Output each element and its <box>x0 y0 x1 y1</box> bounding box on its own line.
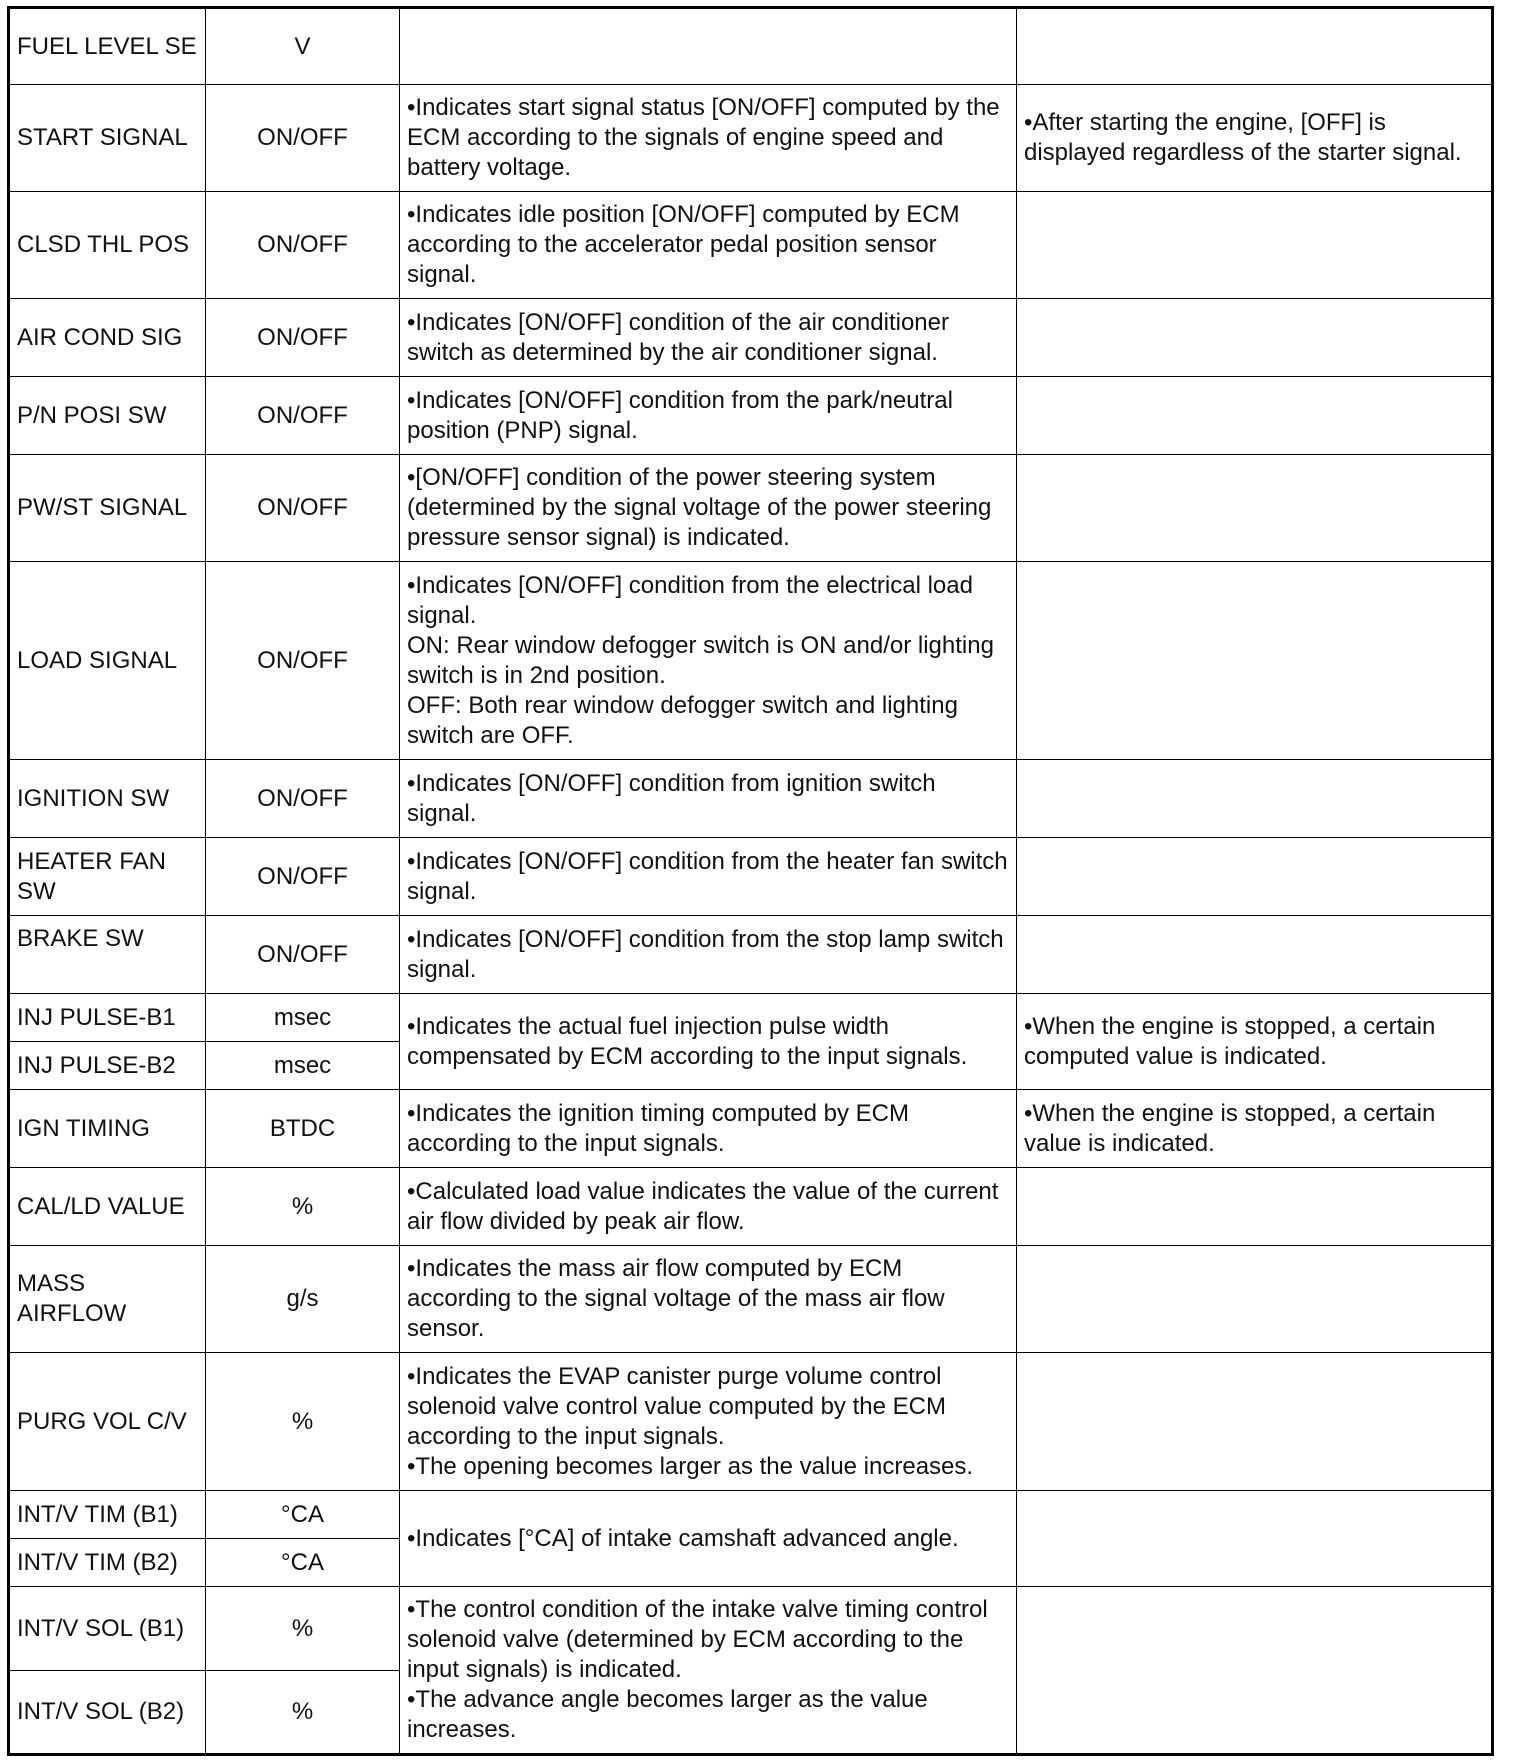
remarks <box>1017 377 1493 455</box>
description-line: •Indicates [ON/OFF] condition from the stop lamp switch signal. <box>407 925 1004 983</box>
table-row <box>9 1168 1493 1246</box>
description-line: •The control condition of the intake valve timing control solenoid valve (determined by ECM according to the input signals) is indicated. <box>407 1596 988 1683</box>
item-name: HEATER FAN SW <box>9 838 206 916</box>
description-line: •The advance angle becomes larger as the value increases. <box>407 1686 928 1743</box>
unit: ON/OFF <box>206 299 400 377</box>
description <box>400 1587 1017 1755</box>
remarks <box>1017 1491 1493 1587</box>
description-line: •[ON/OFF] condition of the power steering system (determined by the signal voltage of the power steering pressure sensor signal) is indicated. <box>407 464 992 551</box>
description-line: •Indicates the mass air flow computed by ECM according to the signal voltage of the mass air flow sensor. <box>407 1255 945 1342</box>
description-line: •Indicates idle position [ON/OFF] computed by ECM according to the accelerator pedal position sensor signal. <box>407 201 960 288</box>
unit: ON/OFF <box>206 838 400 916</box>
table-row <box>9 455 1493 562</box>
description <box>400 562 1017 760</box>
data-monitor-table <box>7 6 1494 1756</box>
unit: ON/OFF <box>206 562 400 760</box>
description-line: •Indicates [ON/OFF] condition from the electrical load signal. <box>407 571 973 629</box>
table-row <box>9 1090 1493 1168</box>
remarks <box>1017 8 1493 85</box>
description-line: •Indicates the actual fuel injection pulse width compensated by ECM according to the input signals. <box>407 1012 968 1070</box>
table-row <box>9 1353 1493 1491</box>
unit: ON/OFF <box>206 192 400 299</box>
item-name: IGN TIMING <box>9 1090 206 1168</box>
remarks <box>1017 299 1493 377</box>
item-name: INJ PULSE-B2 <box>9 1042 206 1090</box>
item-name: CAL/LD VALUE <box>9 1168 206 1246</box>
description-line: •Indicates [ON/OFF] condition of the air conditioner switch as determined by the air conditioner signal. <box>407 308 949 366</box>
item-name: P/N POSI SW <box>9 377 206 455</box>
unit: V <box>206 8 400 85</box>
item-name: PW/ST SIGNAL <box>9 455 206 562</box>
table-row <box>9 299 1493 377</box>
unit: ON/OFF <box>206 916 400 994</box>
remarks <box>1017 455 1493 562</box>
description-line: •Indicates start signal status [ON/OFF] computed by the ECM according to the signals of engine speed and battery voltage. <box>407 94 1000 181</box>
item-name: INT/V TIM (B1) <box>9 1491 206 1539</box>
table-row <box>9 1587 1493 1671</box>
description-line: •Calculated load value indicates the value of the current air flow divided by peak air flow. <box>407 1177 999 1235</box>
description <box>400 377 1017 455</box>
description-line: •Indicates [ON/OFF] condition from the heater fan switch signal. <box>407 847 1008 905</box>
unit: ON/OFF <box>206 85 400 192</box>
table-row <box>9 838 1493 916</box>
remarks <box>1017 838 1493 916</box>
remarks <box>1017 1246 1493 1353</box>
description <box>400 1491 1017 1587</box>
unit: ON/OFF <box>206 760 400 838</box>
item-name: INT/V SOL (B2) <box>9 1671 206 1755</box>
description <box>400 760 1017 838</box>
table-row <box>9 1246 1493 1353</box>
item-name: MASS AIRFLOW <box>9 1246 206 1353</box>
unit: g/s <box>206 1246 400 1353</box>
description-line: •Indicates the EVAP canister purge volume control solenoid valve control value computed by the ECM according to the input signals. <box>407 1362 946 1450</box>
item-name: PURG VOL C/V <box>9 1353 206 1491</box>
item-name: FUEL LEVEL SE <box>9 8 206 85</box>
description <box>400 994 1017 1090</box>
description <box>400 1353 1017 1491</box>
description-line: •Indicates [ON/OFF] condition from ignition switch signal. <box>407 769 936 827</box>
remarks <box>1017 1090 1493 1168</box>
unit: BTDC <box>206 1090 400 1168</box>
description <box>400 916 1017 994</box>
remarks-line: •After starting the engine, [OFF] is displayed regardless of the starter signal. <box>1024 109 1462 166</box>
table-row <box>9 1491 1493 1539</box>
description-line: •Indicates [ON/OFF] condition from the park/neutral position (PNP) signal. <box>407 386 953 444</box>
unit: ON/OFF <box>206 377 400 455</box>
description-line: •Indicates [°CA] of intake camshaft advanced angle. <box>407 1524 959 1552</box>
table-row <box>9 994 1493 1042</box>
unit: °CA <box>206 1491 400 1539</box>
description-line: •Indicates the ignition timing computed by ECM according to the input signals. <box>407 1099 909 1157</box>
item-name: CLSD THL POS <box>9 192 206 299</box>
remarks <box>1017 916 1493 994</box>
unit: °CA <box>206 1539 400 1587</box>
description-line: •The opening becomes larger as the value increases. <box>407 1452 974 1480</box>
table-row <box>9 760 1493 838</box>
unit: % <box>206 1168 400 1246</box>
unit: msec <box>206 1042 400 1090</box>
remarks <box>1017 1168 1493 1246</box>
remarks <box>1017 562 1493 760</box>
remarks <box>1017 1587 1493 1755</box>
item-name: LOAD SIGNAL <box>9 562 206 760</box>
unit: msec <box>206 994 400 1042</box>
remarks-line: •When the engine is stopped, a certain value is indicated. <box>1024 1099 1436 1157</box>
remarks <box>1017 994 1493 1090</box>
remarks-line: •When the engine is stopped, a certain computed value is indicated. <box>1024 1012 1436 1070</box>
description <box>400 1090 1017 1168</box>
item-name: INJ PULSE-B1 <box>9 994 206 1042</box>
table-row <box>9 377 1493 455</box>
unit: % <box>206 1587 400 1671</box>
description <box>400 8 1017 85</box>
remarks <box>1017 1353 1493 1491</box>
description-line: OFF: Both rear window defogger switch and lighting switch are OFF. <box>407 691 958 749</box>
table-row <box>9 562 1493 760</box>
description <box>400 455 1017 562</box>
remarks <box>1017 192 1493 299</box>
description <box>400 85 1017 192</box>
unit: % <box>206 1671 400 1755</box>
unit: % <box>206 1353 400 1491</box>
item-name: START SIGNAL <box>9 85 206 192</box>
item-name: BRAKE SW <box>9 916 206 994</box>
item-name: INT/V TIM (B2) <box>9 1539 206 1587</box>
item-name: AIR COND SIG <box>9 299 206 377</box>
description <box>400 299 1017 377</box>
description <box>400 1168 1017 1246</box>
description <box>400 192 1017 299</box>
table-row <box>9 192 1493 299</box>
description <box>400 838 1017 916</box>
remarks <box>1017 85 1493 192</box>
description-line: ON: Rear window defogger switch is ON and/or lighting switch is in 2nd position. <box>407 631 994 689</box>
unit: ON/OFF <box>206 455 400 562</box>
description <box>400 1246 1017 1353</box>
table-row <box>9 916 1493 994</box>
remarks <box>1017 760 1493 838</box>
item-name: INT/V SOL (B1) <box>9 1587 206 1671</box>
item-name: IGNITION SW <box>9 760 206 838</box>
table-row <box>9 85 1493 192</box>
table-row <box>9 8 1493 85</box>
